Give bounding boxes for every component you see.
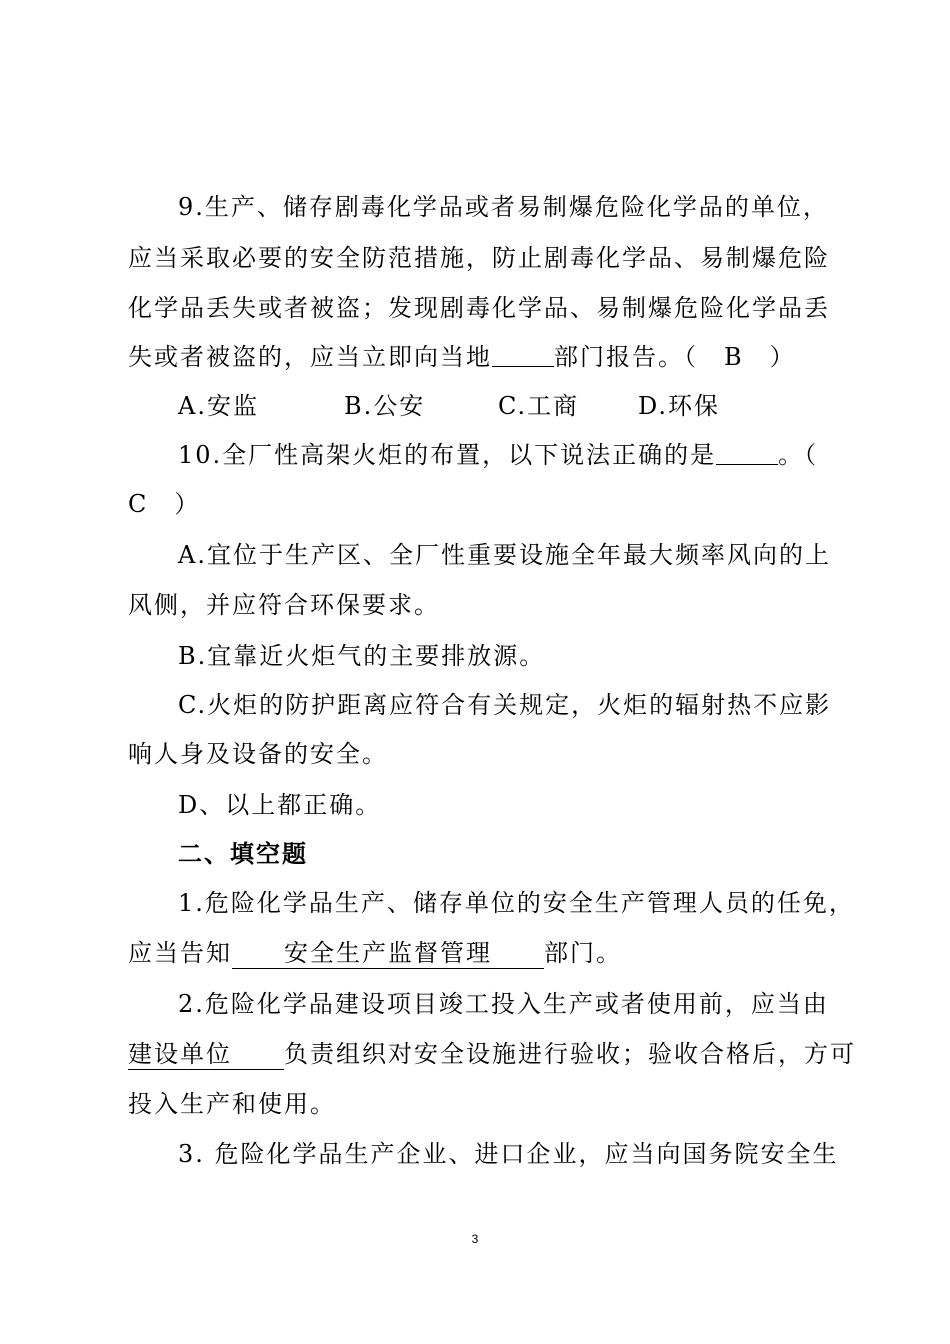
q9-line-3: 化学品丢失或者被盗；发现剧毒化学品、易制爆危险化学品丢 (128, 294, 830, 322)
q10-line-1-after: 。（ (778, 441, 819, 469)
q9-line-2: 应当采取必要的安全防范措施，防止剧毒化学品、易制爆危险 (128, 244, 830, 272)
page-number: 3 (471, 1232, 479, 1246)
q9-option-a: A.安监 (178, 392, 259, 420)
q9-line-1: 9.生产、储存剧毒化学品或者易制爆危险化学品的单位， (178, 193, 829, 221)
q10-option-c-line-2: 响人身及设备的安全。 (128, 740, 388, 768)
q9-line-4-after: 部门报告。（ B ） (554, 343, 796, 371)
q10-line-2: C ） (128, 490, 201, 518)
f3-line-1: 3. 危险化学品生产企业、进口企业，应当向国务院安全生 (178, 1140, 839, 1168)
f2-line-2-after: 负责组织对安全设施进行验收；验收合格后，方可 (284, 1040, 856, 1068)
f2-answer: 建设单位 (128, 1040, 284, 1068)
f1-line-1: 1.危险化学品生产、储存单位的安全生产管理人员的任免， (178, 889, 855, 917)
f2-line-3: 投入生产和使用。 (128, 1090, 336, 1118)
f2-line-1: 2.危险化学品建设项目竣工投入生产或者使用前，应当由 (178, 990, 829, 1018)
f1-line-2-before: 应当告知 (128, 939, 232, 967)
q10-option-d: D、以上都正确。 (178, 791, 382, 819)
q10-option-b: B.宜靠近火炬气的主要排放源。 (178, 642, 546, 670)
q10-blank (716, 440, 778, 465)
q10-option-c-line-1: C.火炬的防护距离应符合有关规定，火炬的辐射热不应影 (178, 691, 832, 719)
q9-option-c: C.工商 (498, 392, 580, 420)
f1-answer: 安全生产监督管理 (232, 939, 544, 967)
q10-option-a-line-2: 风侧，并应符合环保要求。 (128, 591, 440, 619)
q10-option-a-line-1: A.宜位于生产区、全厂性重要设施全年最大频率风向的上 (178, 541, 831, 569)
f2-line-2 (128, 1039, 856, 1069)
q9-blank (492, 342, 554, 367)
q9-options (178, 391, 738, 421)
q10-line-1-before: 10.全厂性高架火炬的布置，以下说法正确的是 (178, 441, 717, 469)
q9-option-d: D.环保 (638, 392, 721, 420)
q10-line-1 (178, 440, 838, 470)
section-2-title: 二、填空题 (178, 840, 308, 868)
f1-line-2-after: 部门。 (544, 939, 622, 967)
q9-line-4-before: 失或者被盗的，应当立即向当地 (128, 343, 492, 371)
f1-line-2 (128, 938, 838, 968)
q9-option-b: B.公安 (344, 392, 426, 420)
q9-line-4 (128, 342, 838, 372)
